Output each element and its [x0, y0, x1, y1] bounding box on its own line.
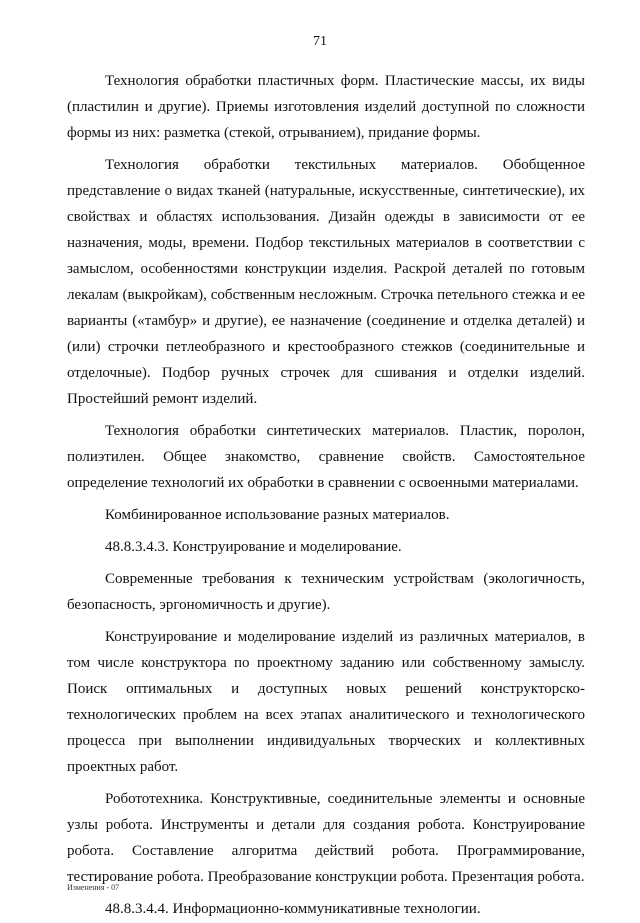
paragraph-modern-requirements: Современные требования к техническим устройствам (экологичность, безопасность, эргономичность и другие).	[67, 571, 585, 613]
paragraph-robotics: Робототехника. Конструктивные, соединительные элементы и основные узлы робота. Инструменты и детали для создания робота. Конструирование робота. Составление алгоритма действий робота. Программирование, тестирование робота. Преобразование конструкции робота. Презентация робота.	[67, 791, 585, 885]
document-body	[67, 68, 585, 922]
paragraph-textile-materials: Технология обработки текстильных материалов. Обобщенное представление о видах тканей (натуральные, искусственные, синтетические), их свойствах и областях использования. Дизайн одежды в зависимости от ее назначения, моды, времени. Подбор текстильных материалов в соответствии с замыслом, особенностями конструкции изделия. Раскрой деталей по готовым лекалам (выкройкам), собственным несложным. Строчка петельного стежка и ее варианты («тамбур» и другие), ее назначение (соединение и отделка деталей) и (или) строчки петлеобразного и крестообразного стежков (соединительные и отделочные). Подбор ручных строчек для сшивания и отделки изделий. Простейший ремонт изделий.	[67, 157, 585, 407]
paragraph-synthetic-materials: Технология обработки синтетических материалов. Пластик, поролон, полиэтилен. Общее знакомство, сравнение свойств. Самостоятельное определение технологий их обработки в сравнении с освоенными материалами.	[67, 423, 585, 491]
paragraph-combined-materials: Комбинированное использование разных материалов.	[105, 507, 450, 523]
page-number: 71	[313, 34, 327, 49]
section-heading-design-modeling: 48.8.3.4.3. Конструирование и моделирование.	[105, 539, 402, 555]
paragraph-construction-modeling: Конструирование и моделирование изделий из различных материалов, в том числе конструктора по проектному заданию или собственному замыслу. Поиск оптимальных и доступных новых решений конструкторско-технологических проблем на всех этапах аналитического и технологического процесса при выполнении индивидуальных творческих и коллективных проектных работ.	[67, 629, 585, 775]
paragraph-plastic-forms: Технология обработки пластичных форм. Пластические массы, их виды (пластилин и другие). Приемы изготовления изделий доступной по сложности формы из них: разметка (стекой, отрыванием), придание формы.	[67, 73, 585, 141]
page-footer: Изменения - 07	[67, 883, 120, 892]
section-heading-ict: 48.8.3.4.4. Информационно-коммуникативные технологии.	[105, 901, 481, 917]
